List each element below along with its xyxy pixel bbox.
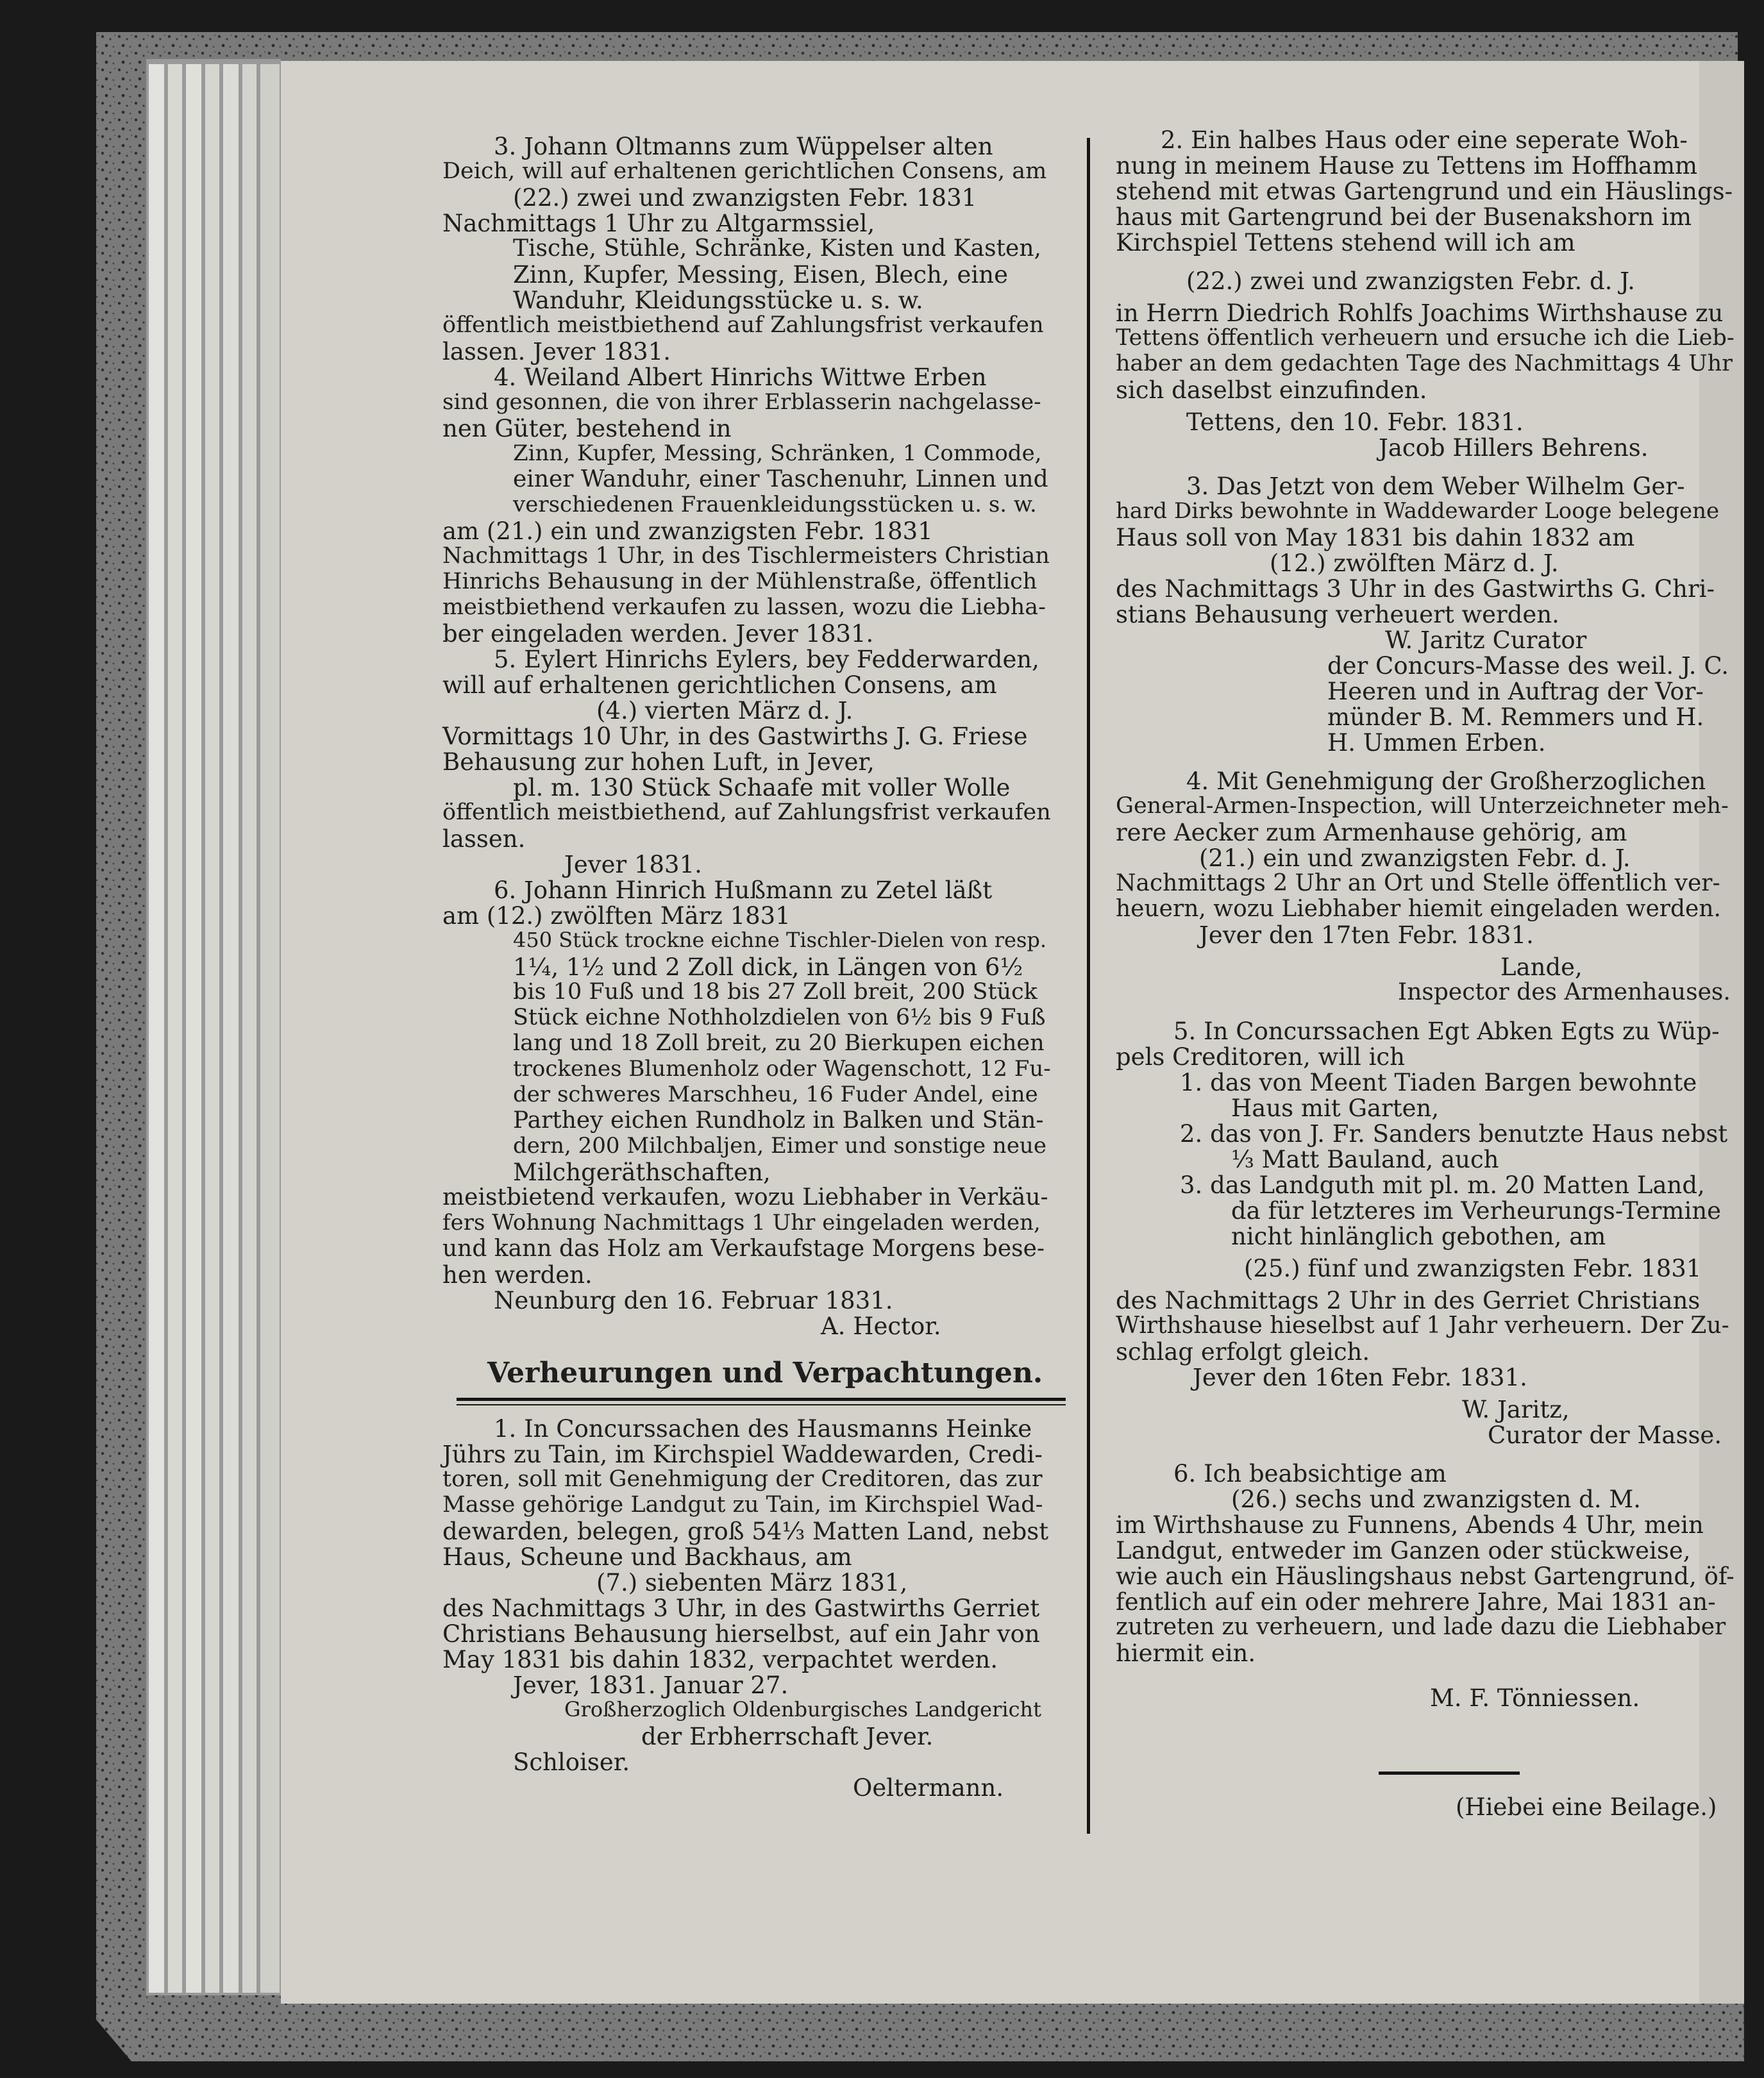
right-column-line: stehend mit etwas Gartengrund und ein Häuslings-	[1116, 178, 1733, 205]
right-column-line: da für letzteres im Verheurungs-Termine	[1231, 1197, 1722, 1225]
left-column-line: dewarden, belegen, groß 54⅓ Matten Land, nebst	[442, 1518, 1049, 1545]
left-column-line: Parthey eichen Rundholz in Balken und Stän-	[513, 1107, 1044, 1134]
right-column-line: Jacob Hillers Behrens.	[1379, 434, 1649, 462]
right-column-line: Lande,	[1500, 953, 1583, 981]
right-column-line: münder B. M. Remmers und H.	[1327, 703, 1704, 731]
right-column-line: haus mit Gartengrund bei der Busenakshorn im	[1116, 203, 1692, 231]
right-column-line: 2. Ein halbes Haus oder eine seperate Woh-	[1161, 126, 1688, 154]
left-column-line: am (21.) ein und zwanzigsten Febr. 1831	[442, 517, 933, 545]
left-column-line: 450 Stück trockne eichne Tischler-Dielen von resp.	[513, 928, 1047, 952]
left-column-line: Milchgeräthschaften,	[513, 1159, 771, 1186]
right-column-line: 3. Das Jetzt von dem Weber Wilhelm Ger-	[1186, 473, 1685, 500]
left-column-line: A. Hector.	[821, 1312, 941, 1340]
left-column-line: (22.) zwei und zwanzigsten Febr. 1831	[513, 184, 977, 212]
right-column-line: (22.) zwei und zwanzigsten Febr. d. J.	[1186, 267, 1635, 295]
left-column-line: Zinn, Kupfer, Messing, Eisen, Blech, eine	[513, 261, 1008, 289]
right-column-line: wie auch ein Häuslingshaus nebst Gartengrund, öf-	[1116, 1563, 1735, 1590]
left-column-line: May 1831 bis dahin 1832, verpachtet werden.	[442, 1646, 998, 1673]
left-column-line: lassen.	[442, 825, 526, 853]
right-column-line: Haus soll von May 1831 bis dahin 1832 am	[1116, 524, 1635, 551]
left-column-line: Haus, Scheune und Backhaus, am	[442, 1543, 852, 1571]
left-column-line: will auf erhaltenen gerichtlichen Consens, am	[442, 671, 997, 699]
left-column-line: Jührs zu Tain, im Kirchspiel Waddewarden, Credi-	[442, 1441, 1043, 1468]
left-column-line: Stück eichne Nothholzdielen von 6½ bis 9 Fuß	[513, 1005, 1046, 1030]
right-column-line: 2. das von J. Fr. Sanders benutzte Haus nebst	[1180, 1120, 1728, 1148]
left-column-line: Jever, 1831. Januar 27.	[513, 1672, 789, 1699]
right-column-line: Tettens öffentlich verheuern und ersuche ich die Lieb-	[1116, 325, 1735, 351]
left-column-line: trockenes Blumenholz oder Wagenschott, 12 Fu-	[513, 1056, 1051, 1082]
left-column-line: sind gesonnen, die von ihrer Erblasserin nachgelasse-	[442, 389, 1041, 415]
left-column-line: des Nachmittags 3 Uhr, in des Gastwirths Gerriet	[442, 1595, 1040, 1622]
right-column-line: Jever den 17ten Febr. 1831.	[1199, 921, 1534, 949]
left-column-line: meistbietend verkaufen, wozu Liebhaber in Verkäu-	[442, 1184, 1048, 1211]
right-column-line: Kirchspiel Tettens stehend will ich am	[1116, 229, 1575, 256]
left-column-line: hen werden.	[442, 1261, 592, 1289]
right-column-line: rere Aecker zum Armenhause gehörig, am	[1116, 819, 1627, 846]
right-column-line: W. Jaritz Curator	[1385, 626, 1587, 654]
left-column-line: lassen. Jever 1831.	[442, 338, 671, 365]
right-column-line: des Nachmittags 3 Uhr in des Gastwirths G. Chri-	[1116, 575, 1715, 603]
right-column-line: W. Jaritz,	[1462, 1396, 1570, 1423]
left-column-line: der Erbherrschaft Jever.	[641, 1723, 934, 1750]
left-column-line: der schweres Marschheu, 16 Fuder Andel, eine	[513, 1082, 1038, 1107]
left-column-line: Zinn, Kupfer, Messing, Schränken, 1 Commode,	[513, 440, 1042, 466]
right-column-line: 4. Mit Genehmigung der Großherzoglichen	[1186, 767, 1706, 795]
right-column-line: (25.) fünf und zwanzigsten Febr. 1831	[1244, 1255, 1702, 1282]
right-column-line: Tettens, den 10. Febr. 1831.	[1186, 408, 1524, 436]
right-column-line: H. Ummen Erben.	[1327, 729, 1546, 757]
right-column-line: hiermit ein.	[1116, 1639, 1256, 1667]
left-column-line: Deich, will auf erhaltenen gerichtlichen Consens, am	[442, 158, 1047, 184]
right-column-line: 6. Ich beabsichtige am	[1173, 1460, 1447, 1487]
left-column-line: lang und 18 Zoll breit, zu 20 Bierkupen eichen	[513, 1030, 1045, 1056]
left-column-line: Behausung zur hohen Luft, in Jever,	[442, 748, 875, 776]
right-column-line: (Hiebei eine Beilage.)	[1456, 1793, 1717, 1821]
left-column-line: (4.) vierten März d. J.	[596, 697, 853, 725]
right-column-line: zutreten zu verheuern, und lade dazu die Liebhaber	[1116, 1614, 1726, 1640]
right-column-line: Landgut, entweder im Ganzen oder stückweise,	[1116, 1537, 1691, 1564]
right-column-line: (21.) ein und zwanzigsten Febr. d. J.	[1199, 844, 1631, 872]
left-column-line: dern, 200 Milchbaljen, Eimer und sonstige neue	[513, 1133, 1046, 1159]
left-column-line: Nachmittags 1 Uhr zu Altgarmssiel,	[442, 210, 875, 237]
right-column-line: 1. das von Meent Tiaden Bargen bewohnte	[1180, 1069, 1697, 1096]
left-column-line: Nachmittags 1 Uhr, in des Tischlermeisters Christian	[442, 543, 1050, 569]
left-column-line: Christians Behausung hierselbst, auf ein Jahr von	[442, 1620, 1040, 1648]
right-column-line: (26.) sechs und zwanzigsten d. M.	[1231, 1486, 1642, 1513]
left-column-line: meistbiethend verkaufen zu lassen, wozu die Liebha-	[442, 594, 1046, 620]
left-column-line: öffentlich meistbiethend auf Zahlungsfrist verkaufen	[442, 312, 1044, 338]
left-column-line: 3. Johann Oltmanns zum Wüppelser alten	[494, 133, 993, 160]
left-column-line: Oeltermann.	[853, 1774, 1004, 1802]
left-column-line: nen Güter, bestehend in	[442, 415, 732, 442]
right-column-line: Nachmittags 2 Uhr an Ort und Stelle öffentlich ver-	[1116, 870, 1720, 896]
right-column-line: M. F. Tönniessen.	[1430, 1684, 1640, 1712]
right-column-line: Wirthshause hieselbst auf 1 Jahr verheuern. Der Zu-	[1116, 1312, 1729, 1339]
right-column-line: ⅓ Matt Bauland, auch	[1231, 1146, 1499, 1173]
left-column-line: Neunburg den 16. Februar 1831.	[494, 1287, 893, 1314]
right-column-line: 5. In Concurssachen Egt Abken Egts zu Wüp-	[1173, 1018, 1720, 1045]
right-column-line: Jever den 16ten Febr. 1831.	[1193, 1364, 1527, 1391]
right-column-line: nicht hinlänglich gebothen, am	[1231, 1223, 1606, 1250]
left-column-line: 4. Weiland Albert Hinrichs Wittwe Erben	[494, 364, 987, 391]
right-column-line: heuern, wozu Liebhaber hiemit eingeladen werden.	[1116, 896, 1721, 922]
right-column-line: fentlich auf ein oder mehrere Jahre, Mai 1831 an-	[1116, 1588, 1716, 1616]
left-column-line: Vormittags 10 Uhr, in des Gastwirths J. G. Friese	[442, 723, 1028, 750]
right-column-line: General-Armen-Inspection, will Unterzeichneter meh-	[1116, 793, 1729, 819]
left-column-line: (7.) siebenten März 1831,	[596, 1569, 908, 1596]
left-column-line: und kann das Holz am Verkaufstage Morgens bese-	[442, 1236, 1045, 1262]
right-column-line: des Nachmittags 2 Uhr in des Gerriet Christians	[1116, 1287, 1701, 1314]
left-column-line: am (12.) zwölften März 1831	[442, 902, 791, 930]
right-column-line: stians Behausung verheuert werden.	[1116, 601, 1559, 628]
left-column-line: Wanduhr, Kleidungsstücke u. s. w.	[513, 287, 923, 314]
right-column-line: Heeren und in Auftrag der Vor-	[1327, 678, 1704, 705]
right-column-line: 3. das Landguth mit pl. m. 20 Matten Land,	[1180, 1171, 1705, 1199]
right-column-line: Inspector des Armenhauses.	[1398, 979, 1731, 1005]
left-column-line: öffentlich meistbiethend, auf Zahlungsfrist verkaufen	[442, 800, 1051, 825]
left-column-line: Jever 1831.	[564, 851, 702, 878]
left-column-line: pl. m. 130 Stück Schaafe mit voller Wolle	[513, 774, 1011, 801]
right-column-line: schlag erfolgt gleich.	[1116, 1338, 1370, 1366]
left-column-line: 6. Johann Hinrich Hußmann zu Zetel läßt	[494, 876, 993, 904]
left-column-line: 1. In Concurssachen des Hausmanns Heinke	[494, 1415, 1032, 1443]
left-column-line: Hinrichs Behausung in der Mühlenstraße, öffentlich	[442, 569, 1037, 594]
left-column-line: Tische, Stühle, Schränke, Kisten und Kasten,	[513, 235, 1041, 262]
right-column-line: sich daselbst einzufinden.	[1116, 376, 1427, 404]
right-column-line: im Wirthshause zu Funnens, Abends 4 Uhr, mein	[1116, 1511, 1704, 1539]
right-column-line: Curator der Masse.	[1488, 1421, 1722, 1449]
right-column-line: pels Creditoren, will ich	[1116, 1043, 1405, 1071]
right-column-line: in Herrn Diedrich Rohlfs Joachims Wirthshause zu	[1116, 299, 1724, 327]
left-column-line: ber eingeladen werden. Jever 1831.	[442, 620, 874, 648]
right-column-line: der Concurs-Masse des weil. J. C.	[1327, 652, 1729, 680]
left-column-line: Schloiser.	[513, 1748, 630, 1776]
left-column-line: fers Wohnung Nachmittags 1 Uhr eingeladen werden,	[442, 1210, 1041, 1236]
left-column-line: Großherzoglich Oldenburgisches Landgericht	[564, 1697, 1041, 1722]
right-column-line: hard Dirks bewohnte in Waddewarder Looge belegene	[1116, 498, 1720, 524]
left-column-line: einer Wanduhr, einer Taschenuhr, Linnen und	[513, 466, 1048, 492]
left-column-line: 5. Eylert Hinrichs Eylers, bey Fedderwarden,	[494, 646, 1039, 673]
left-column-line: verschiedenen Frauenkleidungsstücken u. s. w.	[513, 492, 1037, 517]
right-column-line: nung in meinem Hause zu Tettens im Hoffhamm	[1116, 152, 1698, 180]
left-column-line: bis 10 Fuß und 18 bis 27 Zoll breit, 200 Stück	[513, 979, 1037, 1005]
section-heading: Verheurungen und Verpachtungen.	[487, 1357, 1043, 1389]
left-column-line: toren, soll mit Genehmigung der Creditoren, das zur	[442, 1466, 1043, 1492]
right-column-line: Haus mit Garten,	[1231, 1094, 1440, 1122]
right-column-line: haber an dem gedachten Tage des Nachmittags 4 Uhr	[1116, 351, 1733, 376]
left-column-line: 1¼, 1½ und 2 Zoll dick, in Längen von 6½	[513, 953, 1023, 981]
left-column-line: Masse gehörige Landgut zu Tain, im Kirchspiel Wad-	[442, 1492, 1043, 1518]
right-column-line: (12.) zwölften März d. J.	[1270, 549, 1559, 577]
